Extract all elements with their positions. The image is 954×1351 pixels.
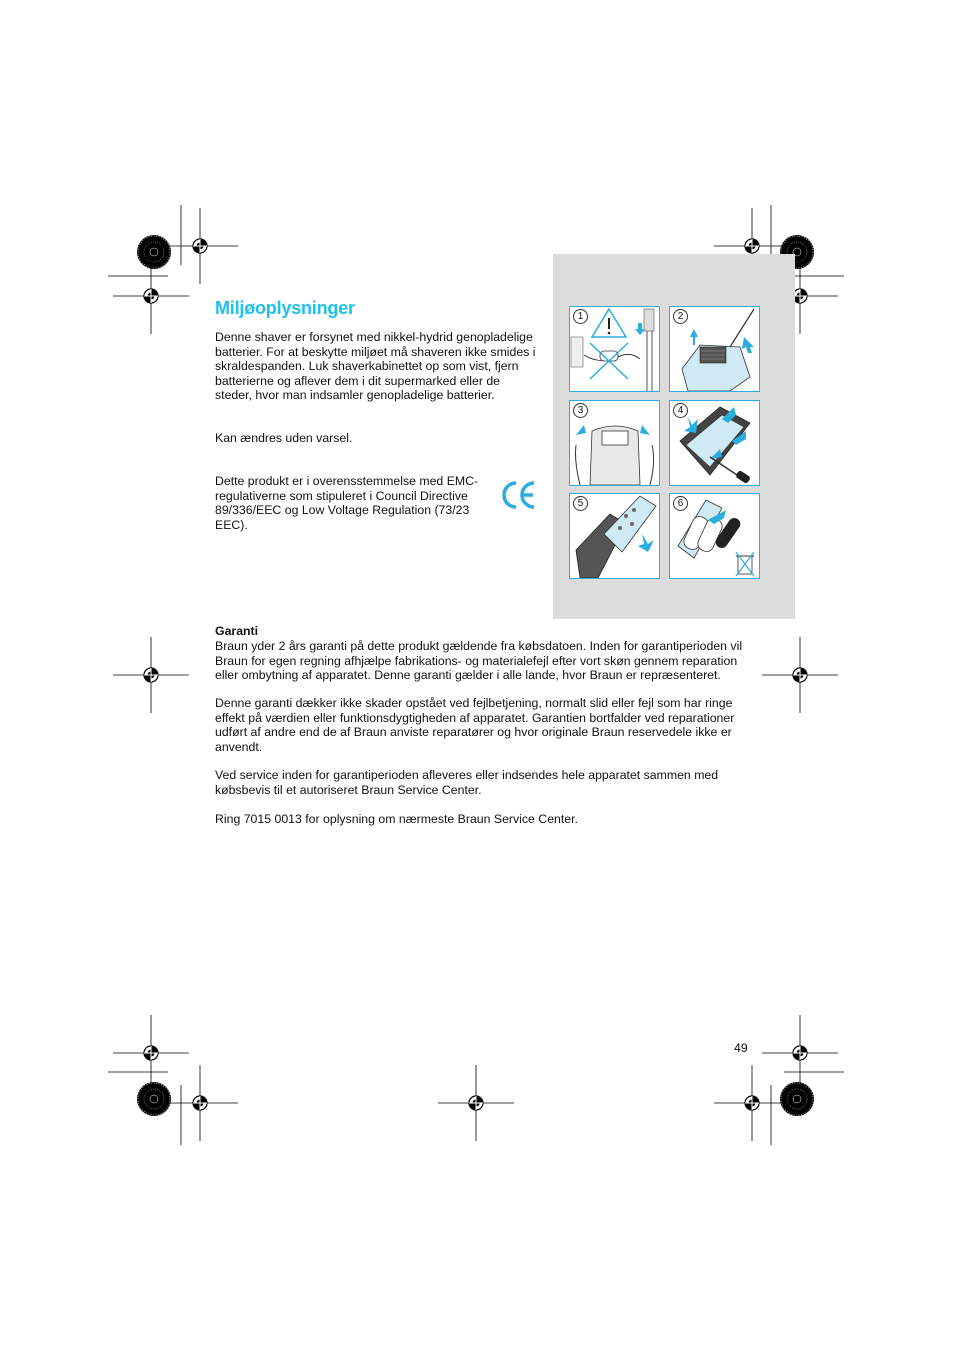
figure-number: 5 [573, 496, 588, 511]
warranty-paragraph-4: Ring 7015 0013 for oplysning om nærmeste Braun Service Center. [215, 812, 578, 826]
figure-number: 4 [673, 403, 688, 418]
figure-number: 3 [573, 403, 588, 418]
figure-number: 2 [673, 309, 688, 324]
environment-paragraph: Denne shaver er forsynet med nikkel-hydrid genopladelige batterier. For at beskytte miljøet må shaveren ikke smides i skraldespanden. Luk shaverkabinettet op som vist, fjern batterierne og aflever dem i dit supermarked eller de steder, hvor man indsamler genopladelige batterier. [215, 330, 536, 403]
figure-4 [669, 400, 760, 486]
figure-1 [569, 306, 660, 392]
warranty-paragraph-2: Denne garanti dækker ikke skader opstået ved fejlbetjening, normalt slid eller fejl som har ringe effekt på værdien eller funktionsdygtigheden af apparatet. Garantien bortfalder ved reparationer udført af andre end de af Braun anviste reparatører og hvor originale Braun reservedele ikke er anvendt. [215, 696, 735, 754]
page-title: Miljøoplysninger [215, 298, 355, 318]
instruction-figures-panel [553, 254, 795, 619]
page-number: 49 [734, 1041, 748, 1055]
figure-6 [669, 493, 760, 579]
compliance-paragraph: Dette produkt er i overensstemmelse med EMC-regulativerne som stipuleret i Council Directive 89/336/EEC og Low Voltage Regulation (73/23 EEC). [215, 474, 479, 532]
warranty-paragraph-1: Braun yder 2 års garanti på dette produkt gældende fra købsdatoen. Inden for garantiperioden vil Braun for egen regning afhjælpe fabrikations- og materialefejl efter vort skøn gennem reparation eller ombytning af apparatet. Denne garanti gælder i alle lande, hvor Braun er repræsenteret. [215, 639, 743, 683]
warranty-paragraph-3: Ved service inden for garantiperioden afleveres eller indsendes hele apparatet sammen med købsbevis til et autoriseret Braun Service Center. [215, 768, 719, 797]
warranty-heading: Garanti [215, 624, 259, 638]
figure-5 [569, 493, 660, 579]
figure-number: 6 [673, 496, 688, 511]
ce-mark-icon [501, 479, 537, 511]
figure-3 [569, 400, 660, 486]
notice-paragraph: Kan ændres uden varsel. [215, 431, 353, 445]
figure-number: 1 [573, 309, 588, 324]
figure-2 [669, 306, 760, 392]
